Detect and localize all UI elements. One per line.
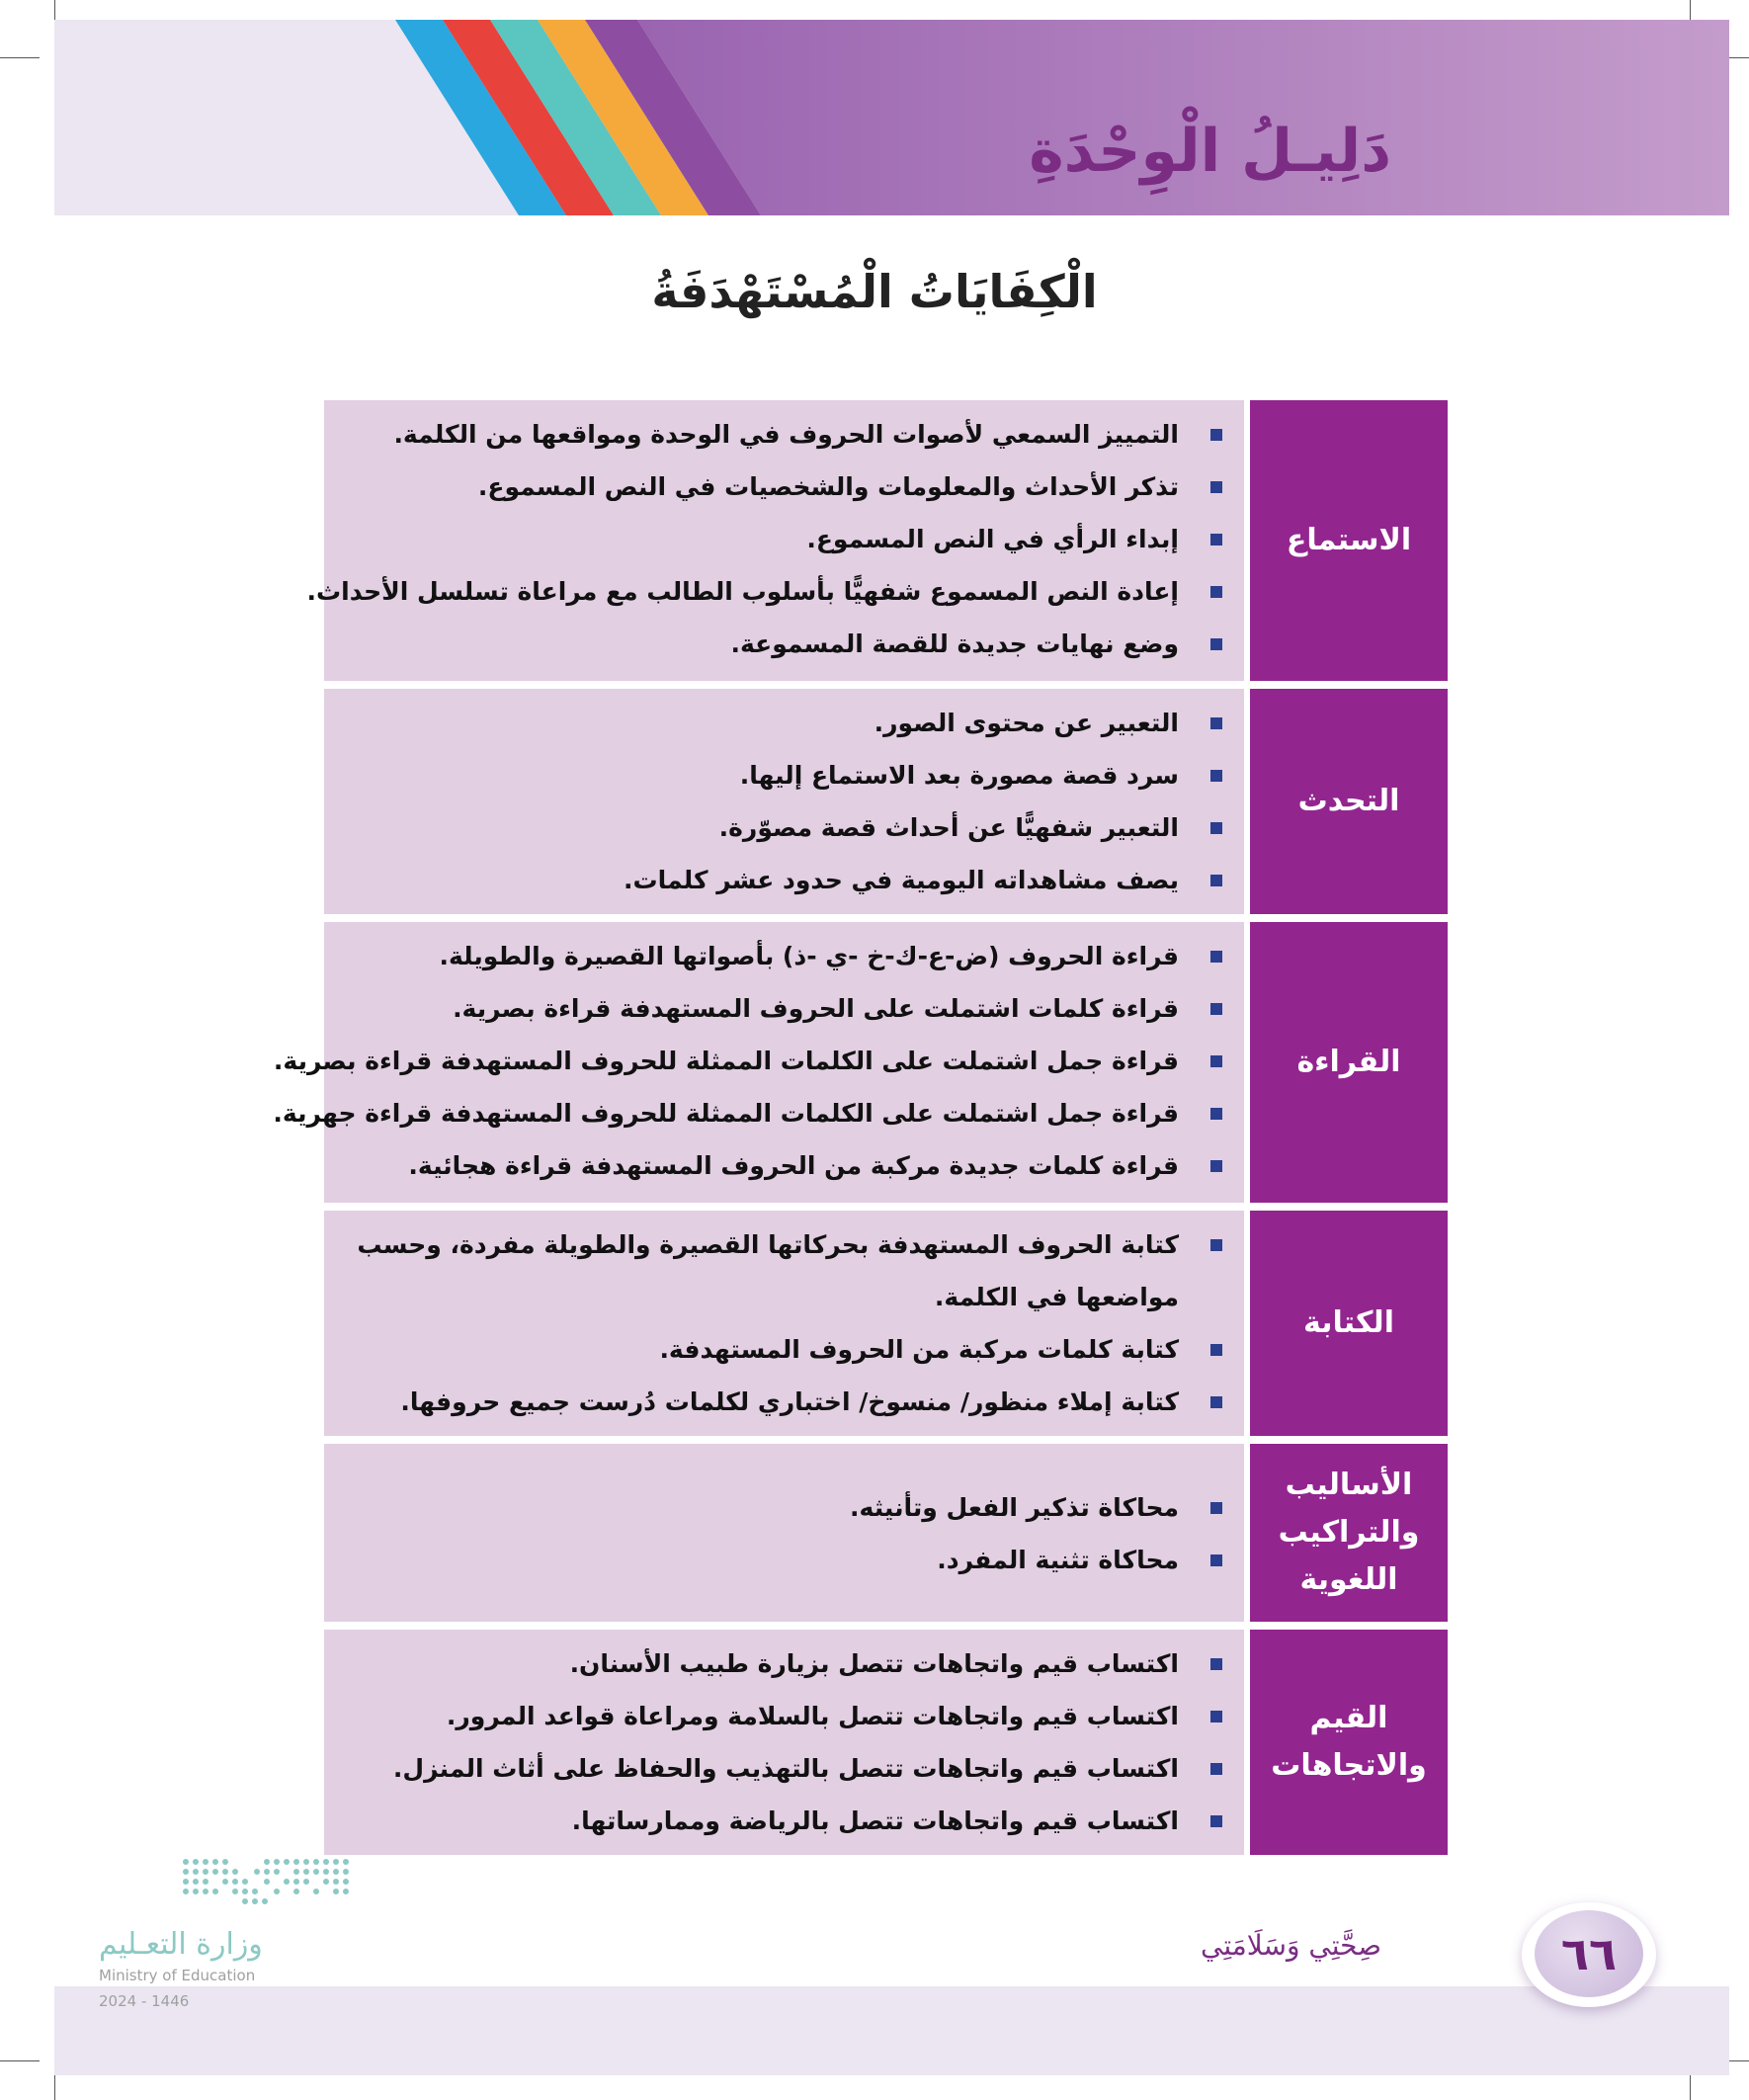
ministry-name-arabic: وزارة التعـليم bbox=[99, 1927, 263, 1962]
square-bullet-icon bbox=[1210, 951, 1222, 963]
unit-guide-title: دَلِيـلُ الْوِحْدَةِ bbox=[1029, 117, 1391, 186]
competency-label: الاستماع bbox=[1250, 400, 1448, 681]
list-item: اكتساب قيم واتجاهات تتصل بالسلامة ومراعاة قواعد المرور. bbox=[393, 1690, 1179, 1742]
edition-year: 2024 - 1446 bbox=[99, 1992, 190, 2010]
competency-list bbox=[393, 1638, 1179, 1847]
competency-label: القيم والاتجاهات bbox=[1250, 1630, 1448, 1855]
list-item: تذكر الأحداث والمعلومات والشخصيات في النص المسموع. bbox=[307, 461, 1179, 513]
competency-list bbox=[850, 1481, 1179, 1586]
competency-cell bbox=[306, 400, 1244, 681]
list-item: التعبير عن محتوى الصور. bbox=[624, 697, 1179, 749]
competency-label: الأساليب والتراكيب اللغوية bbox=[1250, 1444, 1448, 1622]
square-bullet-icon bbox=[1210, 1711, 1222, 1722]
square-bullet-icon bbox=[1210, 1396, 1222, 1408]
competency-label: القراءة bbox=[1250, 922, 1448, 1203]
competency-label: الكتابة bbox=[1250, 1211, 1448, 1436]
square-bullet-icon bbox=[1210, 429, 1222, 441]
square-bullet-icon bbox=[1210, 717, 1222, 729]
list-item: التمييز السمعي لأصوات الحروف في الوحدة ومواقعها من الكلمة. bbox=[307, 408, 1179, 461]
competency-cell bbox=[324, 1211, 1244, 1436]
crop-mark bbox=[1690, 2075, 1691, 2100]
list-item: اكتساب قيم واتجاهات تتصل بزيارة طبيب الأسنان. bbox=[393, 1638, 1179, 1690]
list-item: كتابة إملاء منظور/ منسوخ/ اختباري لكلمات دُرست جميع حروفها. bbox=[349, 1376, 1179, 1428]
square-bullet-icon bbox=[1210, 1554, 1222, 1566]
list-item: قراءة جمل اشتملت على الكلمات الممثلة للحروف المستهدفة قراءة جهرية. bbox=[273, 1087, 1179, 1139]
competency-cell bbox=[324, 1444, 1244, 1622]
table-row-values bbox=[324, 1630, 1448, 1855]
crop-mark bbox=[0, 2060, 40, 2061]
square-bullet-icon bbox=[1210, 481, 1222, 493]
square-bullet-icon bbox=[1210, 1160, 1222, 1172]
square-bullet-icon bbox=[1210, 822, 1222, 834]
competency-list bbox=[349, 1218, 1179, 1428]
table-row-listening bbox=[306, 400, 1448, 681]
competency-cell bbox=[273, 922, 1244, 1203]
list-item: محاكاة تثنية المفرد. bbox=[850, 1534, 1179, 1586]
square-bullet-icon bbox=[1210, 638, 1222, 650]
square-bullet-icon bbox=[1210, 1763, 1222, 1775]
list-item: يصف مشاهداته اليومية في حدود عشر كلمات. bbox=[624, 854, 1179, 906]
page-heading: الْكِفَايَاتُ الْمُسْتَهْدَفَةُ bbox=[651, 265, 1098, 318]
list-item: كتابة كلمات مركبة من الحروف المستهدفة. bbox=[349, 1323, 1179, 1376]
competency-list bbox=[307, 408, 1179, 670]
square-bullet-icon bbox=[1210, 1055, 1222, 1067]
list-item: قراءة كلمات اشتملت على الحروف المستهدفة قراءة بصرية. bbox=[273, 982, 1179, 1035]
table-row-language-structures bbox=[324, 1444, 1448, 1622]
crop-mark bbox=[54, 2075, 55, 2100]
list-item: التعبير شفهيًّا عن أحداث قصة مصوّرة. bbox=[624, 801, 1179, 854]
list-item: وضع نهايات جديدة للقصة المسموعة. bbox=[307, 618, 1179, 670]
table-row-speaking bbox=[324, 689, 1448, 914]
square-bullet-icon bbox=[1210, 1108, 1222, 1120]
square-bullet-icon bbox=[1210, 1815, 1222, 1827]
competency-cell bbox=[324, 1630, 1244, 1855]
list-item: محاكاة تذكير الفعل وتأنيثه. bbox=[850, 1481, 1179, 1534]
ministry-name-english: Ministry of Education bbox=[99, 1967, 256, 1984]
list-item: سرد قصة مصورة بعد الاستماع إليها. bbox=[624, 749, 1179, 801]
square-bullet-icon bbox=[1210, 1239, 1222, 1251]
list-item: قراءة جمل اشتملت على الكلمات الممثلة للحروف المستهدفة قراءة بصرية. bbox=[273, 1035, 1179, 1087]
page-number: ٦٦ bbox=[1535, 1910, 1643, 1997]
list-item: قراءة كلمات جديدة مركبة من الحروف المستهدفة قراءة هجائية. bbox=[273, 1139, 1179, 1192]
competency-list bbox=[273, 930, 1179, 1192]
square-bullet-icon bbox=[1210, 875, 1222, 886]
table-row-reading bbox=[273, 922, 1448, 1203]
square-bullet-icon bbox=[1210, 1003, 1222, 1015]
square-bullet-icon bbox=[1210, 1658, 1222, 1670]
square-bullet-icon bbox=[1210, 770, 1222, 782]
competency-label: التحدث bbox=[1250, 689, 1448, 914]
table-row-writing bbox=[324, 1211, 1448, 1436]
list-item: كتابة الحروف المستهدفة بحركاتها القصيرة والطويلة مفردة، وحسب مواضعها في الكلمة. bbox=[349, 1218, 1179, 1323]
competency-cell bbox=[324, 689, 1244, 914]
competency-list bbox=[624, 697, 1179, 906]
square-bullet-icon bbox=[1210, 534, 1222, 546]
list-item: قراءة الحروف (ض-ع-ك-خ -ي -ذ) بأصواتها القصيرة والطويلة. bbox=[273, 930, 1179, 982]
header-stripes bbox=[54, 20, 1729, 215]
list-item: اكتساب قيم واتجاهات تتصل بالتهذيب والحفاظ على أثاث المنزل. bbox=[393, 1742, 1179, 1795]
square-bullet-icon bbox=[1210, 1344, 1222, 1356]
crop-mark bbox=[0, 57, 40, 58]
list-item: إعادة النص المسموع شفهيًّا بأسلوب الطالب مع مراعاة تسلسل الأحداث. bbox=[307, 565, 1179, 618]
unit-name: صِحَّتِي وَسَلَامَتِي bbox=[1201, 1929, 1382, 1962]
square-bullet-icon bbox=[1210, 1502, 1222, 1514]
list-item: إبداء الرأي في النص المسموع. bbox=[307, 513, 1179, 565]
square-bullet-icon bbox=[1210, 586, 1222, 598]
list-item: اكتساب قيم واتجاهات تتصل بالرياضة وممارساتها. bbox=[393, 1795, 1179, 1847]
